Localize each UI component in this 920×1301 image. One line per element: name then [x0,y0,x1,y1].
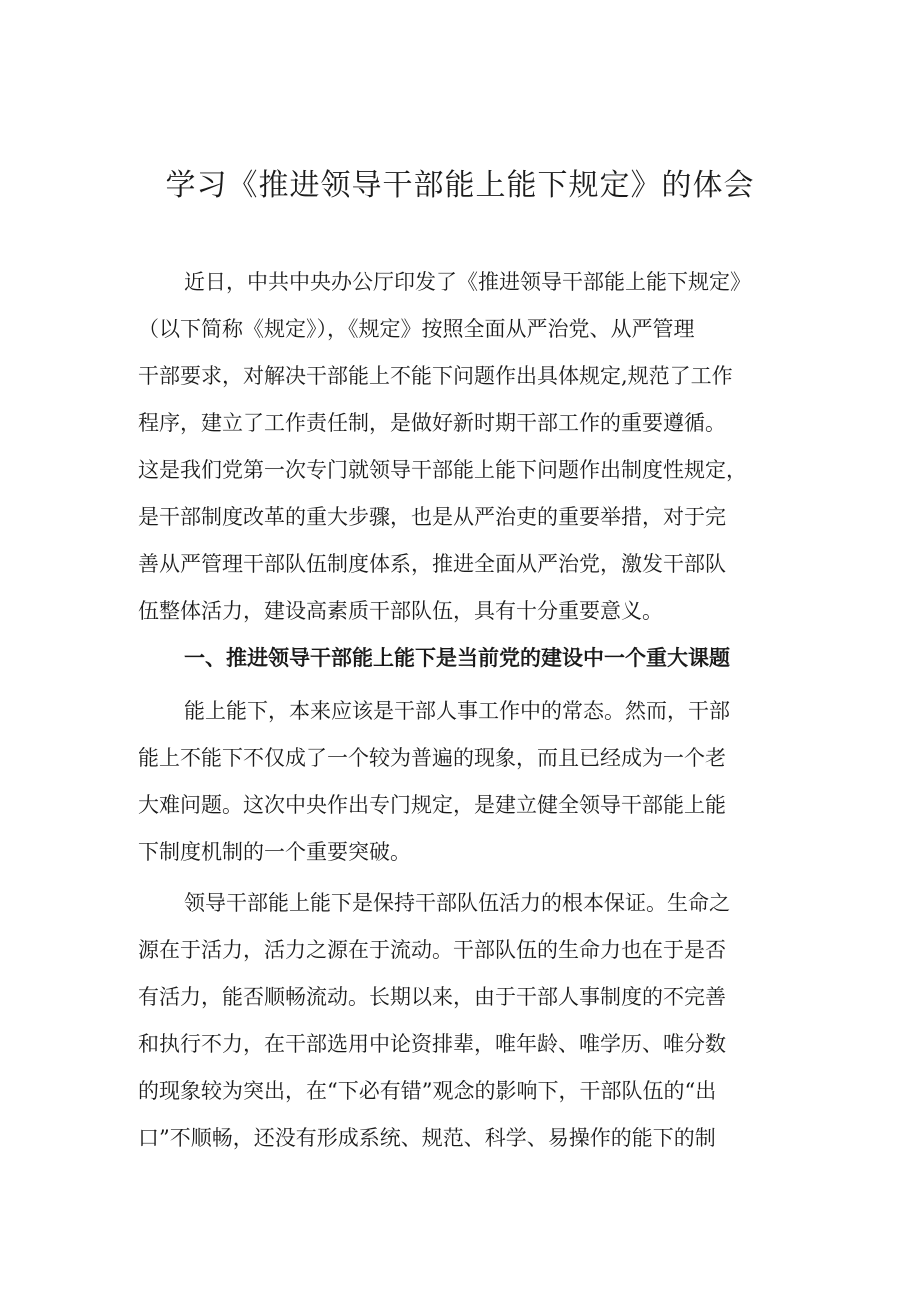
paragraph-line: 的现象较为突出，在“下必有错”观念的影响下，干部队伍的“出 [138,1079,717,1103]
paragraph-line: 这是我们党第一次专门就领导干部能上能下问题作出制度性规定， [138,458,747,482]
paragraph-line: 源在于活力，活力之源在于流动。干部队伍的生命力也在于是否 [138,938,726,962]
paragraph-line: 口”不顺畅，还没有形成系统、规范、科学、易操作的能下的制 [138,1126,716,1150]
section-heading: 一、推进领导干部能上能下是当前党的建设中一个重大课题 [184,646,730,670]
paragraph-line: 有活力，能否顺畅流动。长期以来，由于干部人事制度的不完善 [138,985,726,1009]
paragraph-line: 是干部制度改革的重大步骤，也是从严治吏的重要举措，对于完 [138,505,726,529]
paragraph-line: 领导干部能上能下是保持干部队伍活力的根本保证。生命之 [184,891,730,915]
paragraph-line: 能上不能下不仅成了一个较为普遍的现象，而且已经成为一个老 [138,746,726,770]
paragraph-line: 近日，中共中央办公厅印发了《推进领导干部能上能下规定》 [184,270,751,294]
paragraph-line: （以下简称《规定》），《规定》按照全面从严治党、从严管理 [138,317,695,341]
paragraph-line: 善从严管理干部队伍制度体系，推进全面从严治党，激发干部队 [138,552,726,576]
paragraph-line: 能上能下，本来应该是干部人事工作中的常态。然而，干部 [184,699,730,723]
paragraph-line: 程序，建立了工作责任制，是做好新时期干部工作的重要遵循。 [138,411,726,435]
document-title: 学习《推进领导干部能上能下规定》的体会 [165,168,755,203]
paragraph-line: 伍整体活力，建设高素质干部队伍，具有十分重要意义。 [138,599,663,623]
paragraph-line: 和执行不力，在干部选用中论资排辈，唯年龄、唯学历、唯分数 [138,1032,726,1056]
paragraph-line: 大难问题。这次中央作出专门规定，是建立健全领导干部能上能 [138,793,726,817]
paragraph-line: 干部要求，对解决干部能上不能下问题作出具体规定,规范了工作 [138,364,733,388]
paragraph-line: 下制度机制的一个重要突破。 [138,840,411,864]
